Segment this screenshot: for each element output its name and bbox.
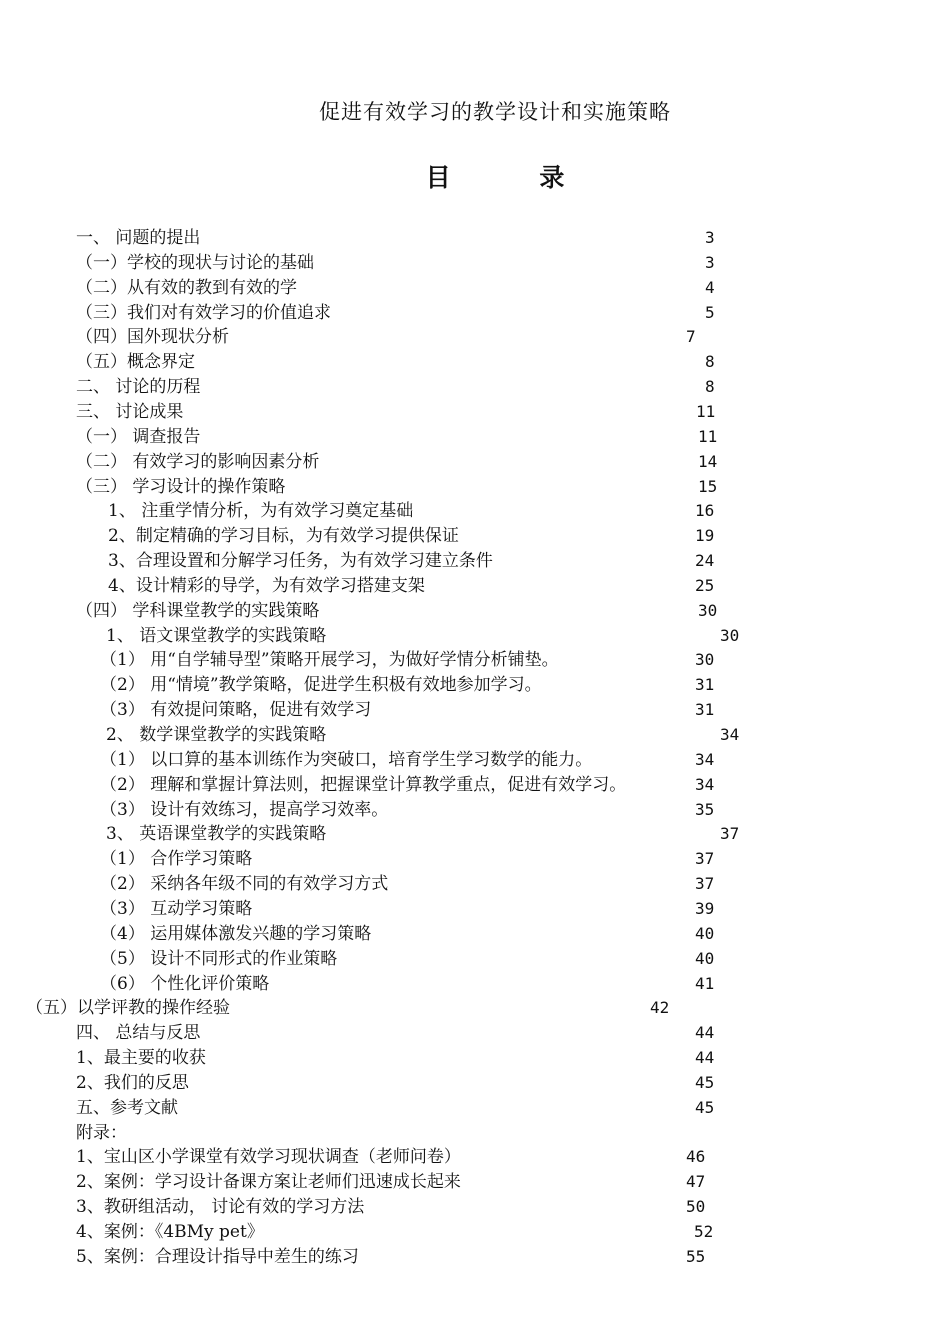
toc-entry-page-number: 35 (695, 800, 715, 819)
toc-entry (0, 450, 950, 474)
toc-entry-page-number: 42 (650, 998, 670, 1017)
toc-entry (0, 624, 950, 648)
toc-entry (0, 1245, 950, 1269)
toc-entry-title: （四）国外现状分析 (76, 327, 229, 347)
toc-entry (0, 1021, 950, 1045)
toc-entry (0, 673, 950, 697)
toc-entry (0, 1121, 950, 1145)
toc-entry-title: （五）以学评教的操作经验 (26, 998, 230, 1018)
toc-entry-page-number: 31 (695, 675, 715, 694)
toc-entry-page-number: 44 (695, 1023, 715, 1042)
toc-entry-title: 3、 英语课堂教学的实践策略 (106, 824, 327, 844)
toc-entry (0, 524, 950, 548)
toc-entry-title: 4、设计精彩的导学，为有效学习搭建支架 (108, 576, 425, 596)
toc-entry-page-number: 3 (705, 253, 715, 272)
toc-entry (0, 773, 950, 797)
toc-entry (0, 897, 950, 921)
toc-entry (0, 276, 950, 300)
toc-entry-page-number: 24 (695, 551, 715, 570)
toc-entry-page-number: 46 (686, 1147, 706, 1166)
toc-entry (0, 1071, 950, 1095)
toc-entry-title: （二） 有效学习的影响因素分析 (76, 452, 320, 472)
toc-entry-title: （五）概念界定 (76, 352, 195, 372)
toc-entry-page-number: 8 (705, 377, 715, 396)
toc-entry-title: 附录： (76, 1123, 127, 1143)
toc-entry-title: （一）学校的现状与讨论的基础 (76, 253, 314, 273)
toc-entry (0, 251, 950, 275)
toc-entry-title: 2、案例：学习设计备课方案让老师们迅速成长起来 (76, 1172, 461, 1192)
toc-entry-page-number: 40 (695, 949, 715, 968)
toc-entry (0, 375, 950, 399)
toc-entry-page-number: 39 (695, 899, 715, 918)
toc-entry-title: 2、 数学课堂教学的实践策略 (106, 725, 327, 745)
toc-entry-page-number: 40 (695, 924, 715, 943)
toc-heading (0, 158, 950, 194)
toc-entry-title: （一） 调查报告 (76, 427, 201, 447)
toc-entry-page-number: 44 (695, 1048, 715, 1067)
toc-entry-page-number: 52 (694, 1222, 714, 1241)
toc-entry-page-number: 45 (695, 1098, 715, 1117)
toc-entry-title: （2） 采纳各年级不同的有效学习方式 (100, 874, 389, 894)
toc-entry (0, 847, 950, 871)
toc-entry-title: （3） 互动学习策略 (100, 899, 253, 919)
toc-entry-page-number: 11 (696, 402, 716, 421)
toc-entry (0, 947, 950, 971)
toc-entry-page-number: 34 (720, 725, 740, 744)
toc-entry-page-number: 37 (720, 824, 740, 843)
toc-entry-page-number: 5 (705, 303, 715, 322)
toc-entry-title: 一、 问题的提出 (76, 228, 201, 248)
toc-entry (0, 872, 950, 896)
toc-entry (0, 723, 950, 747)
toc-entry (0, 325, 950, 349)
toc-entry-title: （2） 用“情境”教学策略，促进学生积极有效地参加学习。 (100, 675, 542, 695)
toc-entry-page-number: 30 (720, 626, 740, 645)
toc-entry (0, 350, 950, 374)
toc-entry-page-number: 31 (695, 700, 715, 719)
toc-entry (0, 1220, 950, 1244)
toc-entry-page-number: 4 (705, 278, 715, 297)
toc-entry-page-number: 8 (705, 352, 715, 371)
toc-entry-page-number: 55 (686, 1247, 706, 1266)
toc-entry-page-number: 25 (695, 576, 715, 595)
toc-entry-title: （三）我们对有效学习的价值追求 (76, 303, 331, 323)
toc-entry (0, 226, 950, 250)
toc-entry-title: （5） 设计不同形式的作业策略 (100, 949, 338, 969)
toc-entry-title: 1、宝山区小学课堂有效学习现状调查（老师问卷） (76, 1147, 461, 1167)
toc-entry-title: 4、案例：《4BMy pet》 (76, 1222, 264, 1242)
toc-entry-page-number: 15 (698, 477, 718, 496)
toc-entry-page-number: 34 (695, 775, 715, 794)
toc-heading-char-1: 目 (425, 163, 451, 192)
toc-entry-title: 1、 语文课堂教学的实践策略 (106, 626, 327, 646)
toc-entry (0, 1195, 950, 1219)
toc-entry (0, 922, 950, 946)
toc-entry-page-number: 41 (695, 974, 715, 993)
toc-entry-title: （3） 有效提问策略，促进有效学习 (100, 700, 372, 720)
toc-entry-title: 1、最主要的收获 (76, 1048, 206, 1068)
toc-entry (0, 425, 950, 449)
toc-entry-page-number: 50 (686, 1197, 706, 1216)
toc-entry-title: 三、 讨论成果 (76, 402, 184, 422)
toc-entry-page-number: 45 (695, 1073, 715, 1092)
toc-entry-title: （2） 理解和掌握计算法则，把握课堂计算教学重点，促进有效学习。 (100, 775, 627, 795)
toc-entry (0, 1170, 950, 1194)
toc-entry-title: （3） 设计有效练习，提高学习效率。 (100, 800, 389, 820)
toc-entry-title: （三） 学习设计的操作策略 (76, 477, 286, 497)
toc-entry-title: 3、合理设置和分解学习任务，为有效学习建立条件 (108, 551, 493, 571)
toc-entry (0, 822, 950, 846)
toc-entry-title: 四、 总结与反思 (76, 1023, 201, 1043)
toc-entry (0, 648, 950, 672)
toc-entry-title: 2、我们的反思 (76, 1073, 189, 1093)
toc-entry-page-number: 47 (686, 1172, 706, 1191)
toc-entry (0, 574, 950, 598)
toc-entry-page-number: 30 (695, 650, 715, 669)
toc-entry (0, 400, 950, 424)
toc-entry-title: 二、 讨论的历程 (76, 377, 201, 397)
toc-entry (0, 748, 950, 772)
toc-entry (0, 499, 950, 523)
toc-entry (0, 1096, 950, 1120)
toc-entry-page-number: 37 (695, 849, 715, 868)
toc-entry-page-number: 37 (695, 874, 715, 893)
toc-entry (0, 1145, 950, 1169)
toc-heading-char-2: 录 (539, 163, 565, 192)
toc-entry-title: 3、教研组活动， 讨论有效的学习方法 (76, 1197, 365, 1217)
toc-entry (0, 475, 950, 499)
toc-entry-title: （1） 合作学习策略 (100, 849, 253, 869)
toc-entry (0, 1046, 950, 1070)
toc-entry-page-number: 11 (698, 427, 718, 446)
toc-entry (0, 599, 950, 623)
toc-entry (0, 798, 950, 822)
toc-entry-page-number: 7 (686, 327, 696, 346)
toc-entry-title: （二）从有效的教到有效的学 (76, 278, 297, 298)
toc-entry (0, 996, 950, 1020)
document-title: 促进有效学习的教学设计和实施策略 (319, 100, 671, 124)
toc-entry-page-number: 16 (695, 501, 715, 520)
toc-entry-title: （4） 运用媒体激发兴趣的学习策略 (100, 924, 372, 944)
toc-entry-title: （1） 用“自学辅导型”策略开展学习，为做好学情分析铺垫。 (100, 650, 559, 670)
toc-entry-title: （6） 个性化评价策略 (100, 974, 270, 994)
toc-entry-page-number: 34 (695, 750, 715, 769)
toc-entry-title: 5、案例：合理设计指导中差生的练习 (76, 1247, 359, 1267)
toc-entry (0, 549, 950, 573)
toc-entry-title: 五、参考文献 (76, 1098, 178, 1118)
toc-entry-title: （1） 以口算的基本训练作为突破口，培育学生学习数学的能力。 (100, 750, 593, 770)
toc-entry (0, 698, 950, 722)
toc-entry-title: （四） 学科课堂教学的实践策略 (76, 601, 320, 621)
toc-entry-page-number: 3 (705, 228, 715, 247)
toc-entry-title: 2、制定精确的学习目标，为有效学习提供保证 (108, 526, 459, 546)
toc-entry-page-number: 30 (698, 601, 718, 620)
toc-entry-page-number: 14 (698, 452, 718, 471)
toc-entry (0, 972, 950, 996)
toc-entry (0, 301, 950, 325)
toc-entry-page-number: 19 (695, 526, 715, 545)
toc-entry-title: 1、 注重学情分析，为有效学习奠定基础 (108, 501, 414, 521)
